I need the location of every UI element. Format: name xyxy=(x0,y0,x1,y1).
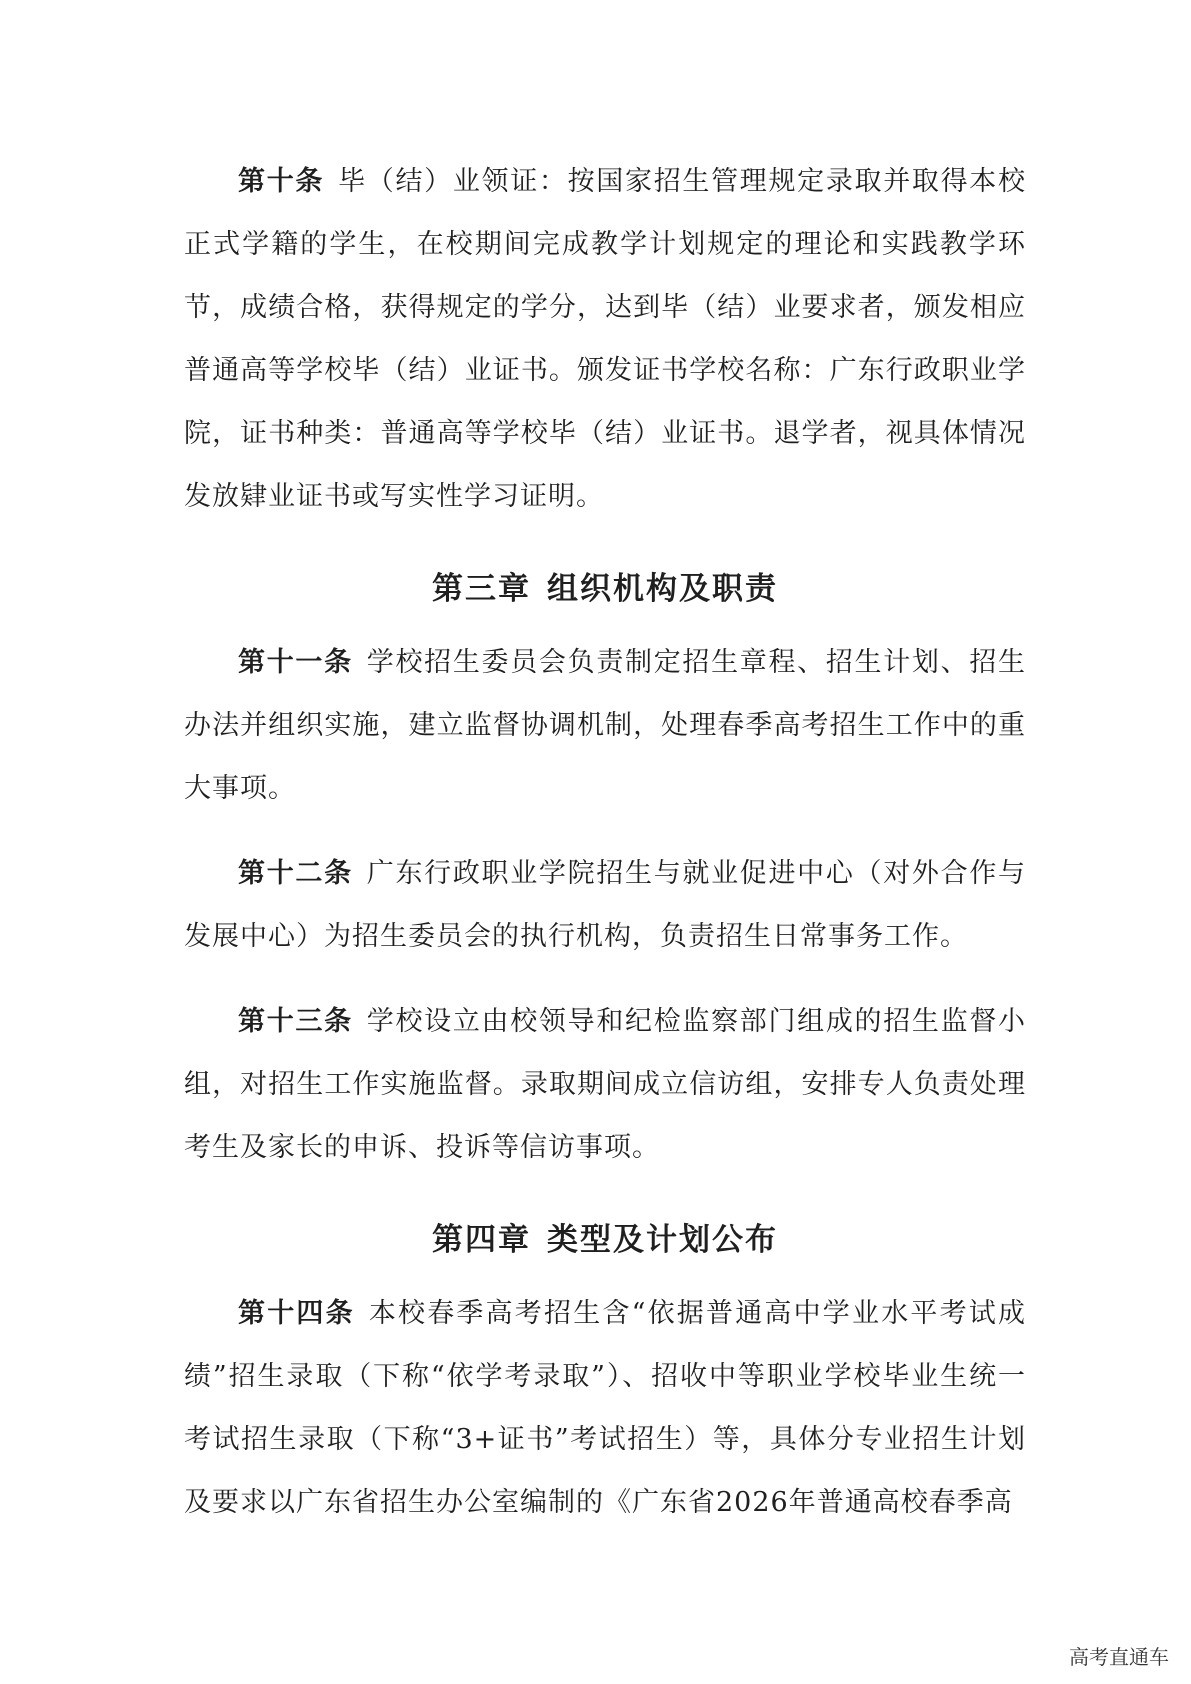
article-text: 学校招生委员会负责制定招生章程、招生计划、招生办法并组织实施，建立监督协调机制，处理春季高考招生工作中的重大事项。 xyxy=(184,647,1027,804)
chapter-heading-3 xyxy=(184,558,1026,621)
chapter-title: 类型及计划公布 xyxy=(547,1222,778,1258)
article-10 xyxy=(184,150,1026,528)
article-12 xyxy=(184,842,1026,968)
article-number: 第十一条 xyxy=(238,647,353,678)
article-number: 第十三条 xyxy=(238,1006,353,1037)
article-text: 本校春季高考招生含“依据普通高中学业水平考试成绩”招生录取（下称“依学考录取”）、招收中等职业学校毕业生统一考试招生录取（下称“3+证书”考试招生）等，具体分专业招生计划及要求以广东省招生办公室编制的《广东省2026年普通高校春季高 xyxy=(184,1298,1027,1518)
chapter-heading-4 xyxy=(184,1209,1026,1272)
article-number: 第十二条 xyxy=(238,858,353,889)
watermark-text: 高考直通车 xyxy=(1069,1645,1169,1669)
article-text: 毕（结）业领证：按国家招生管理规定录取并取得本校正式学籍的学生，在校期间完成教学计划规定的理论和实践教学环节，成绩合格，获得规定的学分，达到毕（结）业要求者，颁发相应普通高等学校毕（结）业证书。颁发证书学校名称：广东行政职业学院，证书种类：普通高等学校毕（结）业证书。退学者，视具体情况发放肄业证书或写实性学习证明。 xyxy=(184,166,1027,512)
article-number: 第十四条 xyxy=(238,1298,355,1329)
article-11 xyxy=(184,631,1026,820)
article-text: 广东行政职业学院招生与就业促进中心（对外合作与发展中心）为招生委员会的执行机构，负责招生日常事务工作。 xyxy=(184,858,1027,952)
chapter-number: 第三章 xyxy=(432,571,531,607)
article-text: 学校设立由校领导和纪检监察部门组成的招生监督小组，对招生工作实施监督。录取期间成立信访组，安排专人负责处理考生及家长的申诉、投诉等信访事项。 xyxy=(184,1006,1027,1163)
article-number: 第十条 xyxy=(238,166,325,197)
article-14 xyxy=(184,1282,1026,1534)
chapter-title: 组织机构及职责 xyxy=(547,571,778,607)
article-13 xyxy=(184,990,1026,1179)
chapter-number: 第四章 xyxy=(432,1222,531,1258)
document-body xyxy=(184,150,1026,1534)
